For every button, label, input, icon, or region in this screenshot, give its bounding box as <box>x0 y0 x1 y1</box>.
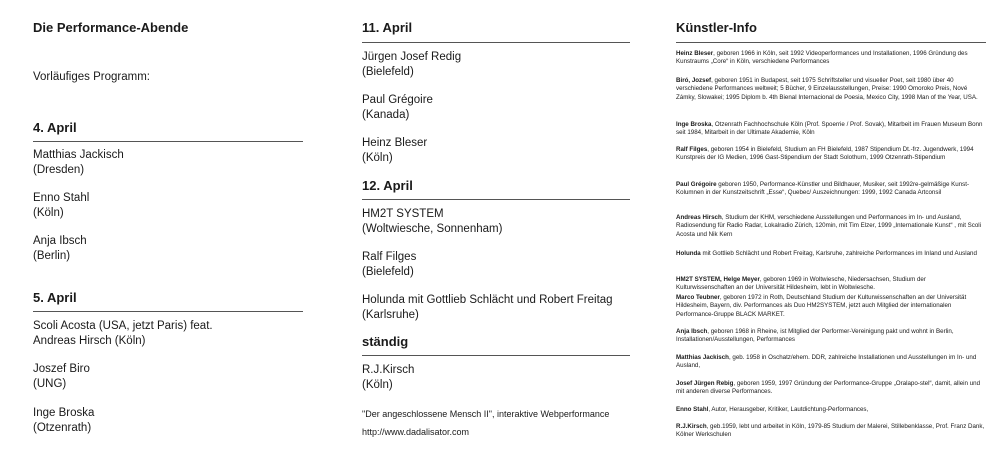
artist-info-entry <box>676 50 986 67</box>
artist-info-name: Josef Jürgen Rebig <box>676 380 734 387</box>
artist-info-name: Enno Stahl <box>676 406 709 413</box>
artist-name: Ralf Filges <box>362 251 417 263</box>
artist-info-name: Ralf Filges <box>676 146 708 153</box>
artist-info-name: Anja Ibsch <box>676 328 708 335</box>
date-heading-4-april: 4. April <box>33 120 77 135</box>
artist-info-text: , geboren 1969 in Woltwiesche, Niedersachsen, Studium der Kulturwissenschaften an der Universität Hildesheim, lebt in Woltwiesche. <box>676 276 926 292</box>
artist-info-name: Paul Grégoire <box>676 181 717 188</box>
divider <box>33 311 303 312</box>
artist-info-name: Heinz Bleser <box>676 50 714 57</box>
artist-place: (Karlsruhe) <box>362 309 419 321</box>
artist-name: Enno Stahl <box>33 192 90 204</box>
artist-name: Jürgen Josef Redig <box>362 51 462 63</box>
artist-info-entry <box>676 146 986 163</box>
artist-name: R.J.Kirsch <box>362 364 415 376</box>
artist-name: HM2T SYSTEM <box>362 208 444 220</box>
webperformance-note: "Der angeschlossene Mensch II", interaktive Webperformance <box>362 409 610 419</box>
artist-info-text: mit Gottlieb Schlächt und Robert Freitag, Karlsruhe, zahlreiche Performances im Inland und Ausland <box>700 250 977 257</box>
artist-info-entry <box>676 380 986 397</box>
date-heading-12-april: 12. April <box>362 178 413 193</box>
artist-info-name: Inge Broska <box>676 121 712 128</box>
artist-info-name: Biró, Jozsef <box>676 77 712 84</box>
artist-place: (Köln) <box>362 152 393 164</box>
artist-info-text: , Studium der KHM, verschiedene Ausstellungen und Performances im In- und Ausland, Radiosendung für Radio Radar, Lokalradio Zürich, 120min, mit Tim Elzer, 1999 „Internationale Kunst“ , mit Scoli Acosta und Nik Kern <box>676 214 982 238</box>
artist-place: (UNG) <box>33 378 67 390</box>
divider <box>33 141 303 142</box>
artist-place: (Bielefeld) <box>362 266 414 278</box>
artist-info-text: , geboren 1966 in Köln, seit 1992 Videoperformances und Installationen, 1996 Gründung des Kunstraums „Core“ in Köln, verschiedene Performances <box>676 50 968 66</box>
divider <box>362 199 630 200</box>
artist-info-entry <box>676 423 986 440</box>
artist-name: Paul Grégoire <box>362 94 433 106</box>
artist-info-entry <box>676 121 986 138</box>
artist-info-text: , geboren 1972 in Roth, Deutschland Studium der Kulturwissenschaften an der Universität Hildesheim, Bayern, div. Performances als Duo HM2SYSTEM, jetzt auch Mitglied der internationalen Performance-Gruppe BLACK MARKET. <box>676 294 967 318</box>
artist-place: Andreas Hirsch (Köln) <box>33 335 146 347</box>
artist-info-text: , geb.1959, lebt und arbeitet in Köln, 1979-85 Studium der Malerei, Stillebenklasse, Prof. Franz Dank, Kölner Werkschulen <box>676 423 985 439</box>
artist-name: Matthias Jackisch <box>33 149 124 161</box>
artist-info-entry <box>676 406 986 414</box>
artist-place: (Dresden) <box>33 164 85 176</box>
artist-place: (Woltwiesche, Sonnenham) <box>362 223 503 235</box>
artist-place: (Otzenrath) <box>33 422 92 434</box>
divider <box>362 42 630 43</box>
artist-name: Anja Ibsch <box>33 235 87 247</box>
artist-info-text: , Otzenrath Fachhochschule Köln (Prof. Spoerrie / Prof. Sovak), Mitarbeit im Frauen Museum Bonn seit 1984, Mitarbeit in der Ultimate Akademie, Köln <box>676 121 983 137</box>
artist-place: (Köln) <box>362 379 393 391</box>
artist-place: (Köln) <box>33 207 64 219</box>
artist-info-entry <box>676 276 986 293</box>
artist-info-text: , geboren 1968 in Rheine, ist Mitglied der Performer-Vereinigung pakt und wohnt in Berlin, Installationen/Ausstellungen, Performances <box>676 328 954 344</box>
artist-info-text: , geboren 1959, 1997 Gründung der Performance-Gruppe „Oralapo-stel“, damit, allein und mit anderen diverse Performances. <box>676 380 981 396</box>
artist-name: Heinz Bleser <box>362 137 428 149</box>
artist-info-title: Künstler-Info <box>676 20 757 35</box>
artist-info-name: Holunda <box>676 250 701 257</box>
artist-info-text: , geboren 1954 in Bielefeld, Studium an FH Bielefeld, 1987 Stipendium Dt.-frz. Jugendwerk, 1994 Kunstpreis der IG Medien, 1996 Gast-Stipendium der Stadt Solothurn, 1999 Otzenrath-Stipendium <box>676 146 974 162</box>
artist-info-text: , geb. 1958 in Oschatz/ehem. DDR, zahlreiche Installationen und Ausstellungen im In- und Ausland, <box>676 354 977 370</box>
artist-place: (Berlin) <box>33 250 71 262</box>
artist-info-entry <box>676 250 986 258</box>
artist-name: Inge Broska <box>33 407 95 419</box>
artist-info-name: R.J.Kirsch <box>676 423 707 430</box>
artist-info-name: Matthias Jackisch <box>676 354 729 361</box>
page-title: Die Performance-Abende <box>33 20 189 35</box>
artist-info-entry <box>676 181 986 198</box>
divider <box>362 355 630 356</box>
artist-info-name: HM2T SYSTEM, Helge Meyer <box>676 276 760 283</box>
date-heading-staendig: ständig <box>362 334 409 349</box>
program-subtitle: Vorläufiges Programm: <box>33 71 150 83</box>
date-heading-11-april: 11. April <box>362 20 413 35</box>
artist-info-text: geboren 1950, Performance-Künstler und Bildhauer, Musiker, seit 1992re-gelmäßige Kunst-Kolumnen in der Kunstzeitschrift „Esse“, Quebec/ Auszeichnungen: 1999, 1992 Canada Artconsil <box>676 181 970 197</box>
artist-info-text: , geboren 1951 in Budapest, seit 1975 Schriftsteller und visueller Poet, seit 1980 über 40 verschiedene Performances weltweit; 5 Bücher, 9 Einzelausstellungen, Preise: 1990 Omoroko Preis, Nové Zámky, Slowakei; 1995 Diplom b. 4th Bienal Internacional de Poesia, Mexico City, 1998 Man of the Year, USA. <box>676 77 978 101</box>
artist-info-entry <box>676 77 986 102</box>
date-heading-5-april: 5. April <box>33 290 77 305</box>
artist-name: Scoli Acosta (USA, jetzt Paris) feat. <box>33 320 213 332</box>
artist-place: (Bielefeld) <box>362 66 414 78</box>
artist-name: Holunda mit Gottlieb Schlächt und Robert Freitag <box>362 294 613 306</box>
artist-name: Joszef Biro <box>33 363 90 375</box>
artist-info-name: Marco Teubner <box>676 294 720 301</box>
artist-info-entry <box>676 294 986 319</box>
artist-info-name: Andreas Hirsch <box>676 214 722 221</box>
artist-info-entry <box>676 328 986 345</box>
website-link[interactable]: http://www.dadalisator.com <box>362 427 470 437</box>
artist-info-text: , Autor, Herausgeber, Kritiker, Lautdichtung-Performances, <box>708 406 869 413</box>
divider <box>676 42 986 43</box>
artist-place: (Kanada) <box>362 109 410 121</box>
artist-info-entry <box>676 214 986 239</box>
artist-info-entry <box>676 354 986 371</box>
